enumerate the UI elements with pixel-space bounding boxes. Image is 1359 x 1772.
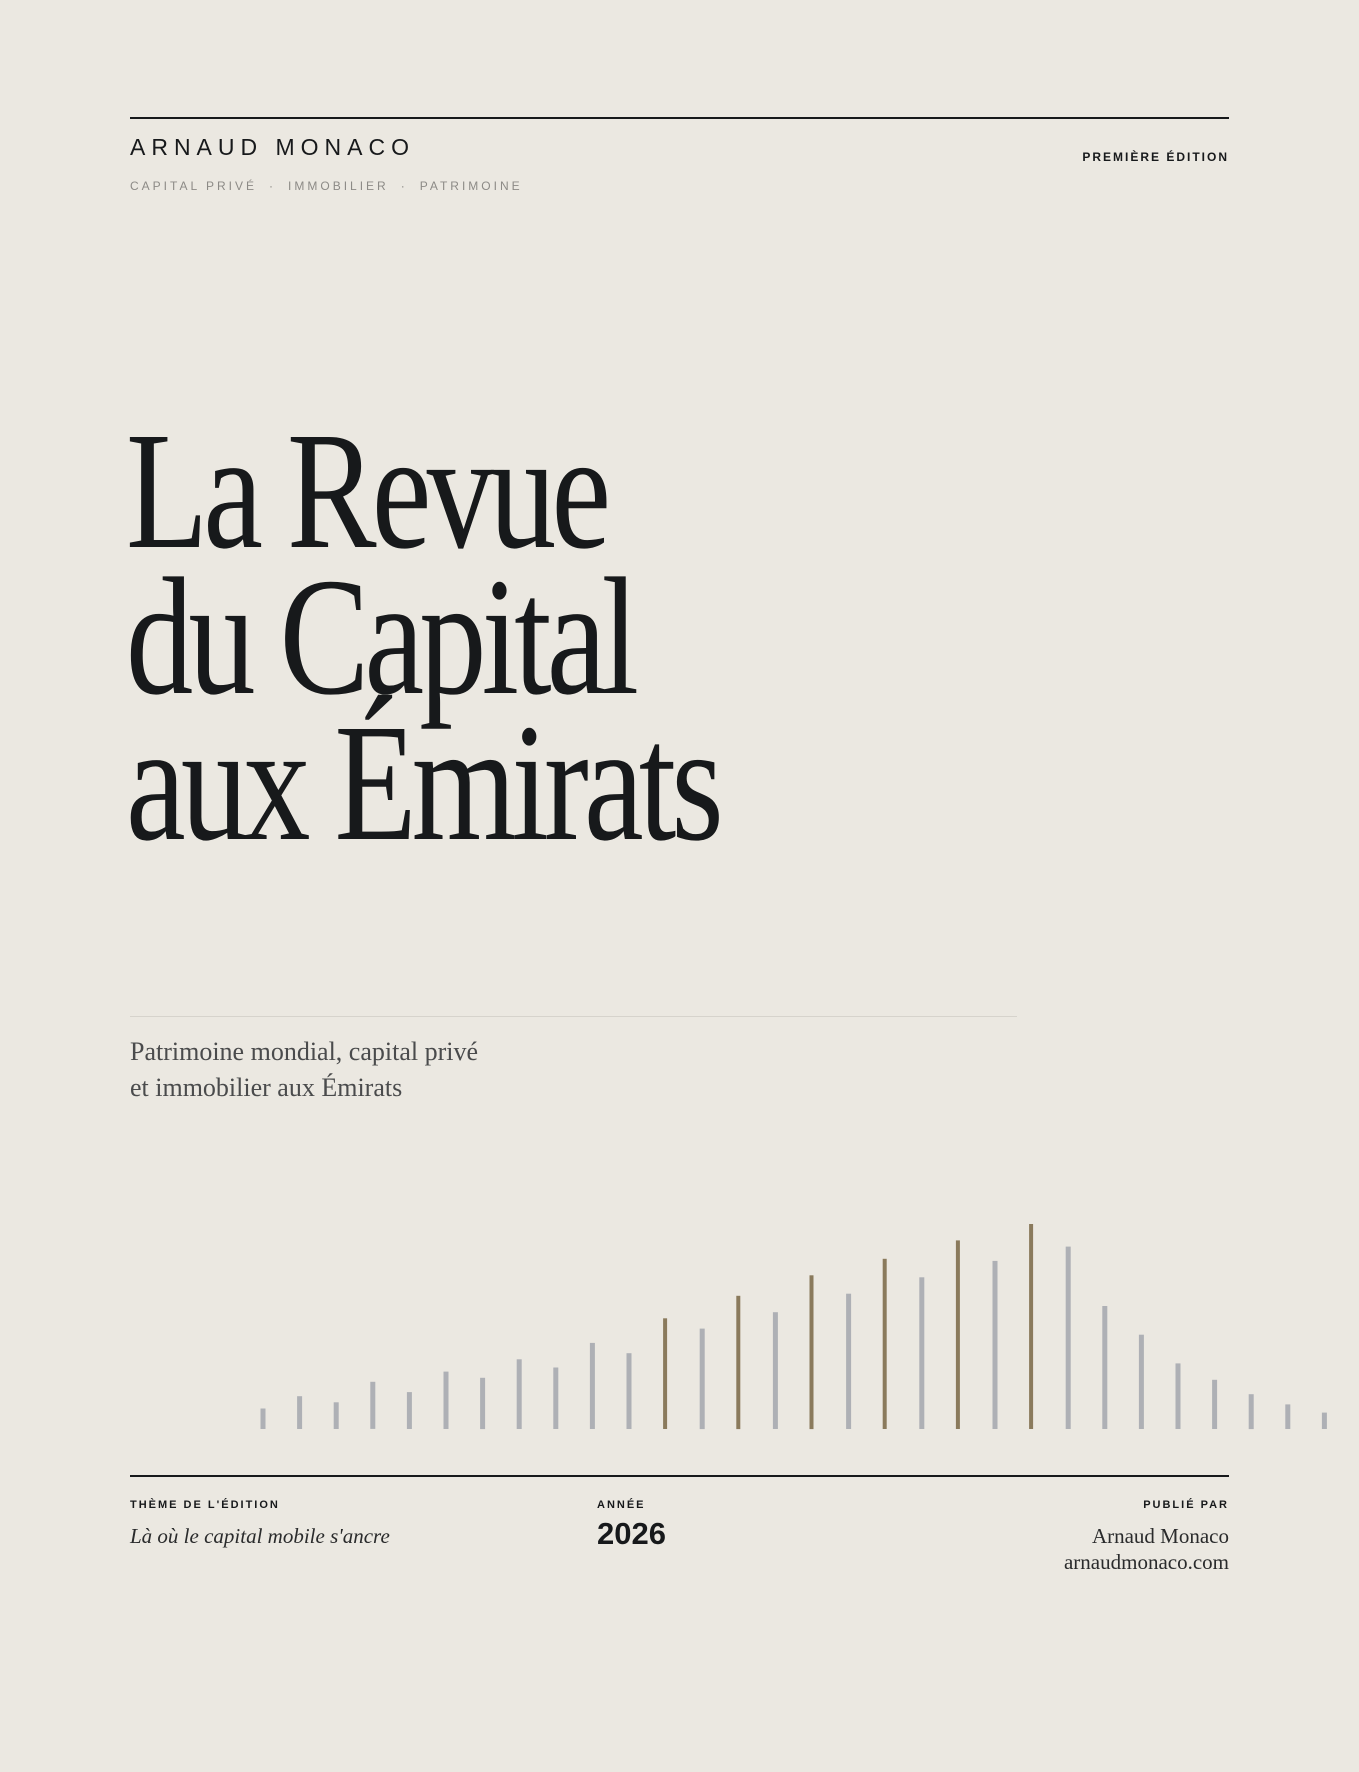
- chart-bar-highlight: [883, 1259, 887, 1429]
- chart-bar: [773, 1312, 778, 1429]
- chart-bar: [1066, 1247, 1071, 1429]
- chart-bar-highlight: [1029, 1224, 1033, 1429]
- chart-bar: [480, 1378, 485, 1429]
- chart-bar: [700, 1329, 705, 1430]
- chart-bar: [1285, 1404, 1290, 1429]
- chart-bar: [846, 1294, 851, 1429]
- chart-bar: [553, 1368, 558, 1430]
- chart-bar: [1139, 1335, 1144, 1429]
- footer-rule: [130, 1475, 1229, 1477]
- year-value: 2026: [597, 1516, 666, 1551]
- chart-bar: [1102, 1306, 1107, 1429]
- subtitle-line: et immobilier aux Émirats: [130, 1073, 403, 1102]
- tagline-separator: ·: [400, 179, 408, 193]
- tagline-item: PATRIMOINE: [419, 179, 523, 193]
- chart-bar: [370, 1382, 375, 1429]
- chart-bar: [1249, 1394, 1254, 1429]
- tagline-separator: ·: [269, 179, 277, 193]
- publisher-label: PUBLIÉ PAR: [1143, 1499, 1229, 1511]
- publisher-website: arnaudmonaco.com: [1063, 1550, 1229, 1574]
- tagline-item: CAPITAL PRIVÉ: [130, 179, 258, 193]
- chart-bar: [590, 1343, 595, 1429]
- theme-label: THÈME DE L'ÉDITION: [130, 1499, 280, 1511]
- year-label: ANNÉE: [597, 1499, 646, 1511]
- brand-tagline: [130, 179, 523, 193]
- cover-title: [126, 398, 719, 876]
- chart-bar-highlight: [736, 1296, 740, 1429]
- chart-bar: [407, 1392, 412, 1429]
- top-rule: [130, 117, 1229, 119]
- tagline-item: IMMOBILIER: [288, 179, 389, 193]
- theme-value: Là où le capital mobile s'ancre: [130, 1524, 390, 1548]
- chart-bar-highlight: [663, 1318, 667, 1429]
- chart-bar: [517, 1359, 522, 1429]
- chart-bar: [1176, 1363, 1181, 1429]
- cover-title-line: aux Émirats: [126, 690, 719, 876]
- chart-bar-highlight: [956, 1240, 960, 1429]
- edition-label: PREMIÈRE ÉDITION: [1082, 150, 1229, 164]
- chart-bar: [1322, 1413, 1327, 1429]
- chart-bar: [627, 1353, 632, 1429]
- chart-bar-highlight: [810, 1275, 814, 1429]
- cover-title-line: du Capital: [126, 544, 635, 730]
- publisher-name: Arnaud Monaco: [1091, 1524, 1229, 1548]
- chart-bar: [261, 1409, 266, 1430]
- divider: [130, 1016, 1017, 1017]
- cover-title-line: La Revue: [126, 398, 607, 584]
- chart-bar: [334, 1402, 339, 1429]
- decorative-bar-chart: [0, 1200, 1359, 1440]
- chart-bar: [444, 1372, 449, 1429]
- chart-bar: [919, 1277, 924, 1429]
- subtitle-line: Patrimoine mondial, capital privé: [130, 1037, 479, 1066]
- chart-bar: [993, 1261, 998, 1429]
- chart-bar: [1212, 1380, 1217, 1429]
- chart-bar: [297, 1396, 302, 1429]
- cover-subtitle: [130, 1034, 478, 1106]
- brand-name: ARNAUD MONACO: [130, 134, 416, 160]
